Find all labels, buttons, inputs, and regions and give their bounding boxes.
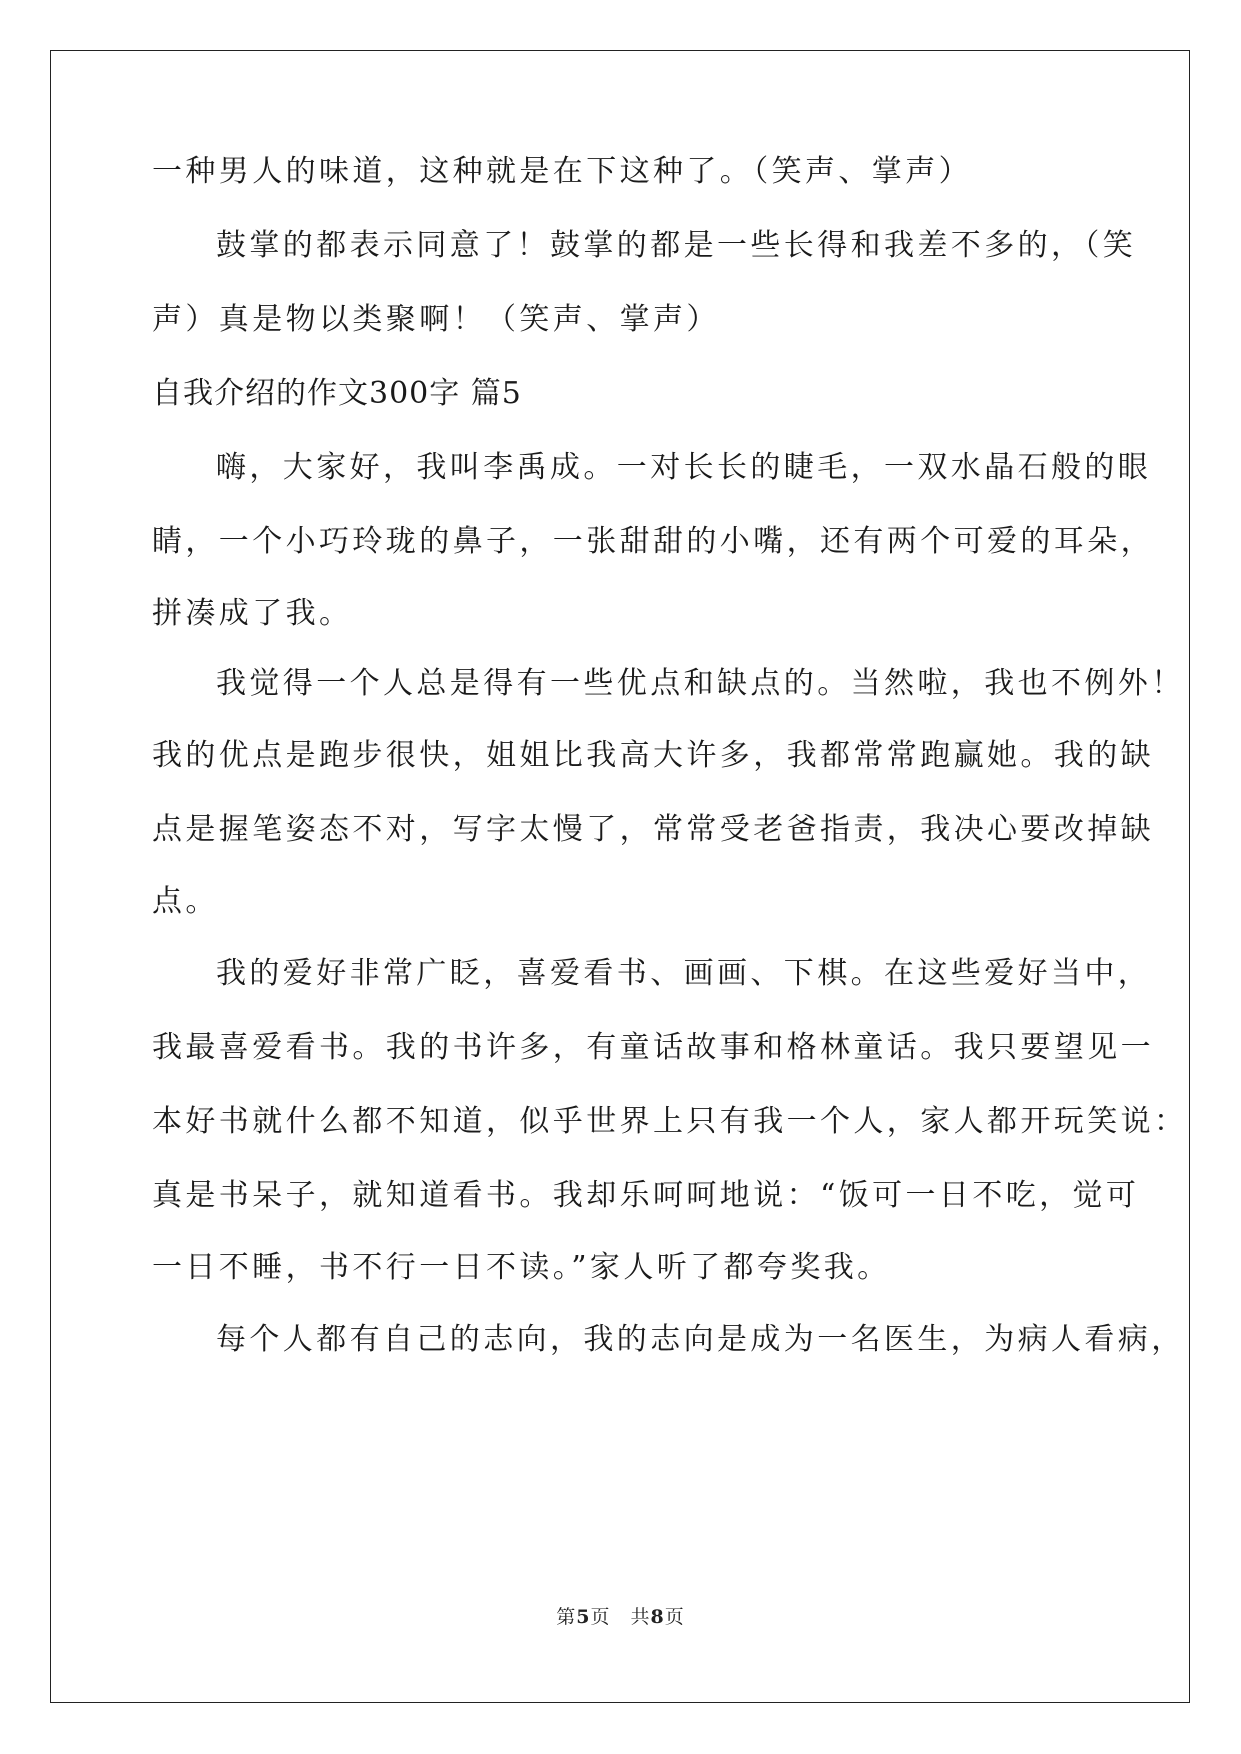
text-line: 我觉得一个人总是得有一些优点和缺点的。当然啦，我也不例外！ <box>216 666 1185 701</box>
footer-prefix: 第 <box>556 1606 577 1628</box>
text-line: 我的爱好非常广眨，喜爱看书、画画、下棋。在这些爱好当中， <box>216 956 1152 991</box>
text-line: 本好书就什么都不知道，似乎世界上只有我一个人，家人都开玩笑说： <box>152 1104 1188 1139</box>
page-footer <box>0 1602 1241 1629</box>
text-line: 声）真是物以类聚啊！（笑声、掌声） <box>152 302 720 337</box>
text-line: 一种男人的味道，这种就是在下这种了。（笑声、掌声） <box>152 154 972 189</box>
text-line: 我最喜爱看书。我的书许多，有童话故事和格林童话。我只要望见一 <box>152 1030 1154 1065</box>
text-line: 鼓掌的都表示同意了！鼓掌的都是一些长得和我差不多的，（笑 <box>216 228 1137 263</box>
text-line: 一日不睡，书不行一日不读。”家人听了都夸奖我。 <box>152 1250 891 1285</box>
text-line: 嗨，大家好，我叫李禹成。一对长长的睫毛，一双水晶石般的眼 <box>216 450 1152 485</box>
footer-suffix: 页 <box>664 1606 685 1628</box>
footer-mid: 页 共 <box>590 1606 651 1628</box>
total-page-count: 8 <box>650 1606 665 1628</box>
text-line: 拼凑成了我。 <box>152 596 353 631</box>
text-line: 睛，一个小巧玲珑的鼻子，一张甜甜的小嘴，还有两个可爱的耳朵， <box>152 524 1154 559</box>
section-heading: 自我介绍的作文300字 篇5 <box>152 376 522 411</box>
page-border <box>50 50 1190 1703</box>
text-line: 点是握笔姿态不对，写字太慢了，常常受老爸指责，我决心要改掉缺 <box>152 812 1154 847</box>
text-line: 点。 <box>152 884 219 919</box>
text-line: 我的优点是跑步很快，姐姐比我高大许多，我都常常跑赢她。我的缺 <box>152 738 1154 773</box>
text-line: 每个人都有自己的志向，我的志向是成为一名医生，为病人看病， <box>216 1322 1185 1357</box>
current-page-number: 5 <box>576 1606 591 1628</box>
text-line: 真是书呆子，就知道看书。我却乐呵呵地说：“饭可一日不吃，觉可 <box>152 1178 1140 1213</box>
